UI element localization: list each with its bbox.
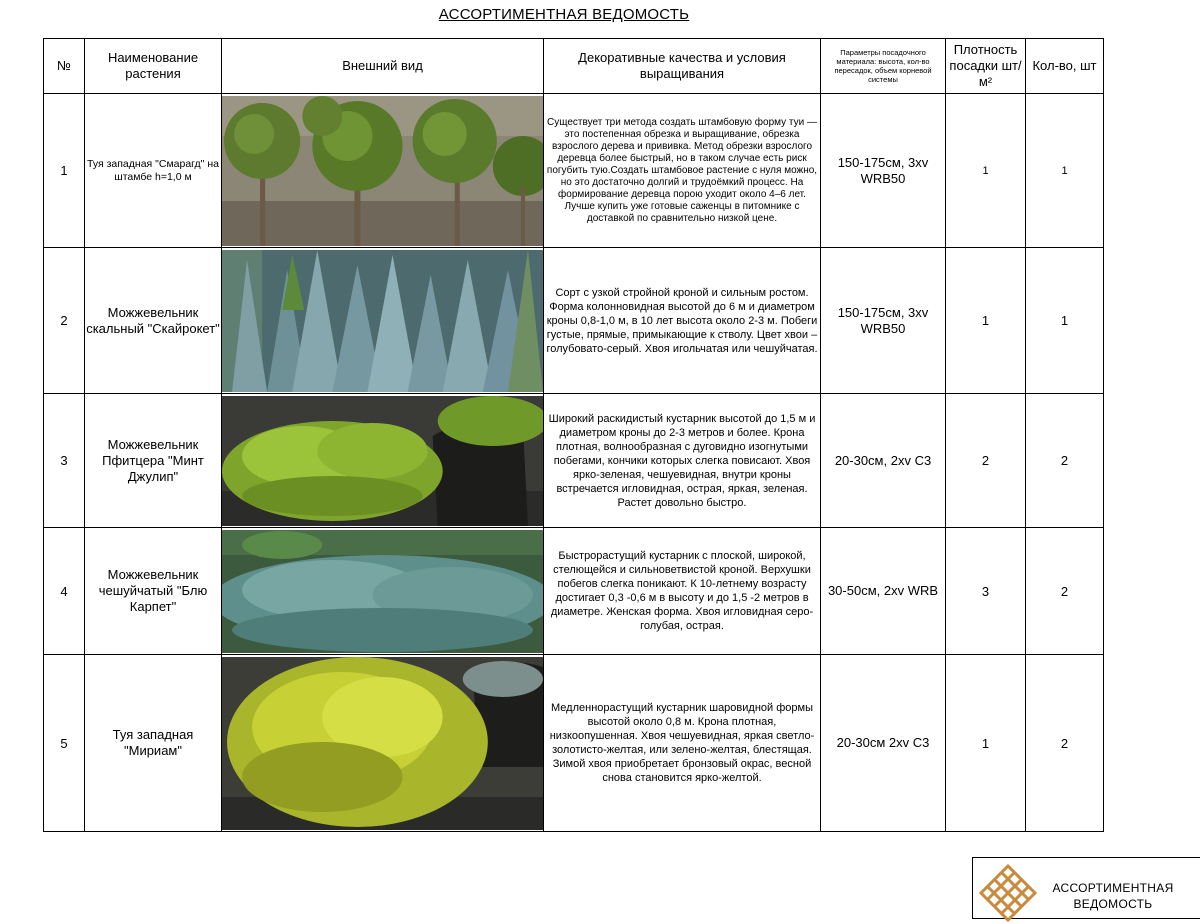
table-row: [44, 394, 1104, 528]
table-row: [44, 248, 1104, 394]
header-num: №: [44, 39, 85, 94]
plant-name: Можжевельник Пфитцера "Минт Джулип": [85, 394, 222, 528]
plant-params: 20-30см 2xv C3: [821, 655, 946, 832]
row-num: 4: [44, 528, 85, 655]
plant-qty: 2: [1026, 528, 1104, 655]
plant-name: Туя западная "Смарагд" на штамбе h=1,0 м: [85, 94, 222, 248]
header-appearance: Внешний вид: [222, 39, 544, 94]
plant-name: Можжевельник скальный "Скайрокет": [85, 248, 222, 394]
stamp-title: АССОРТИМЕНТНАЯ ВЕДОМОСТЬ: [1052, 881, 1174, 911]
row-num: 5: [44, 655, 85, 832]
table-row: [44, 655, 1104, 832]
thuja-mirjam-photo: [222, 657, 543, 830]
plant-name: Можжевельник чешуйчатый "Блю Карпет": [85, 528, 222, 655]
row-num: 3: [44, 394, 85, 528]
assortment-table: [43, 38, 1104, 832]
plant-params: 20-30см, 2xv C3: [821, 394, 946, 528]
plant-qty: 1: [1026, 248, 1104, 394]
header-decorative: Декоративные качества и условия выращивания: [544, 39, 821, 94]
header-params: Параметры посадочного материала: высота, кол-во пересадок, объем корневой системы: [821, 39, 946, 94]
plant-description: Медленнорастущий кустарник шаровидной формы высотой около 0,8 м. Крона плотная, низкоопушенная. Хвоя чешуевидная, яркая светло-золотисто-желтая, или зелено-желтая, блестящая. Зимой хвоя приобретает бронзовый окрас, весной снова становится ярко-желтой.: [544, 655, 821, 832]
row-num: 1: [44, 94, 85, 248]
header-name: Наименование растения: [85, 39, 222, 94]
plant-density: 1: [946, 94, 1026, 248]
plant-density: 1: [946, 655, 1026, 832]
row-num: 2: [44, 248, 85, 394]
juniper-skyrocket-photo: [222, 250, 543, 392]
header-density: Плотность посадки шт/м²: [946, 39, 1026, 94]
plant-qty: 2: [1026, 394, 1104, 528]
plant-density: 1: [946, 248, 1026, 394]
plant-params: 150-175см, 3xv WRB50: [821, 94, 946, 248]
plant-density: 3: [946, 528, 1026, 655]
table-row: [44, 528, 1104, 655]
plant-description: Широкий раскидистый кустарник высотой до 1,5 м и диаметром кроны до 2-3 метров и более. Крона плотная, волнообразная с дуговидно изогнутыми побегами, кончики которых слегка повисают. Хвоя ярко-зеленая, чешуевидная, внутри кроны встречается игловидная, острая, яркая, зеленая. Растет довольно быстро.: [544, 394, 821, 528]
thuja-smaragd-standard-photo: [222, 96, 543, 246]
plant-description: Существует три метода создать штамбовую форму туи — это постепенная обрезка и выращивание, обрезка взрослого дерева и прививка. Метод обрезки взрослого деревца более быстрый, но в таком случае есть риск погубить тую.Создать штамбовое растение с нуля можно, но это достаточно долгий и трудоёмкий процесс. На формирование деревца порою уходит около 4–6 лет. Лучше купить уже готовые саженцы в питомнике с доставкой по сравнительно низкой цене.: [544, 94, 821, 248]
plant-qty: 2: [1026, 655, 1104, 832]
plant-description: Быстрорастущий кустарник с плоской, широкой, стелющейся и сильноветвистой кроной. Верхушки побегов слегка поникают. К 10-летнему возрасту достигает 0,3 -0,6 м в высоту и до 1,5 -2 метров в диаметре. Женская форма. Хвоя игловидная серо-голубая, острая.: [544, 528, 821, 655]
plant-qty: 1: [1026, 94, 1104, 248]
plant-name: Туя западная "Мириам": [85, 655, 222, 832]
juniper-mint-julep-photo: [222, 396, 543, 526]
plant-description: Сорт с узкой стройной кроной и сильным ростом. Форма колонновидная высотой до 6 м и диаметром кроны 0,8-1,0 м, в 10 лет высота около 2-3 м. Побеги густые, прямые, примыкающие к стволу. Цвет хвои – голубовато-серый. Хвоя игольчатая или чешуйчатая.: [544, 248, 821, 394]
document-title: АССОРТИМЕНТНАЯ ВЕДОМОСТЬ: [438, 6, 690, 23]
lattice-diamond-logo-icon: [977, 862, 1039, 924]
plant-params: 150-175см, 3xv WRB50: [821, 248, 946, 394]
title-stamp: [972, 857, 1200, 919]
table-row: [44, 94, 1104, 248]
table-header-row: [44, 39, 1104, 94]
juniper-blue-carpet-photo: [222, 530, 543, 653]
header-qty: Кол-во, шт: [1026, 39, 1104, 94]
plant-params: 30-50см, 2xv WRB: [821, 528, 946, 655]
plant-density: 2: [946, 394, 1026, 528]
